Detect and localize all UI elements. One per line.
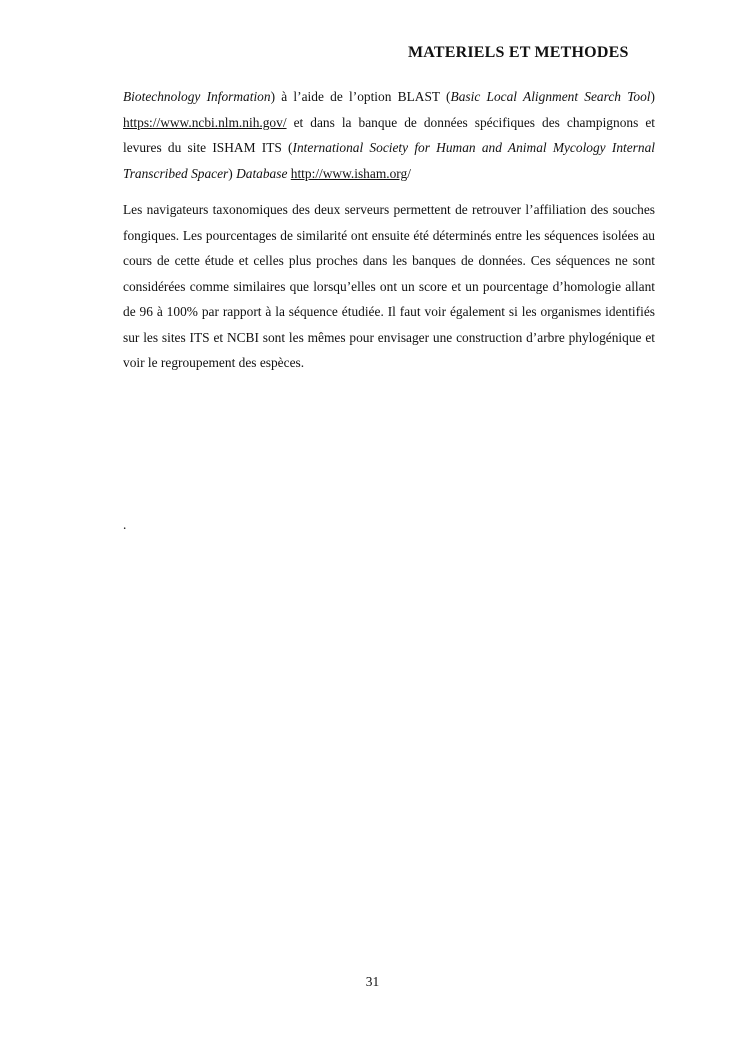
- paragraph-text: Les navigateurs taxonomiques des deux serveurs permettent de retrouver l’affiliation des souches fongiques. Les pourcentages de similarité ont ensuite été déterminés entre les séquences isolées au cours de cette étude et celles plus proches dans les banques de données. Ces séquences ne sont considérées comme similaires que lorsqu’elles ont un score et un pourcentage d’homologie allant de 96 à 100% par rapport à la séquence étudiée. Il faut voir également si les organismes identifiés sur les sites ITS et NCBI sont les mêmes pour envisager une construction d’arbre phylogénique et voir le regroupement des espèces.: [123, 202, 655, 370]
- isham-link[interactable]: http://www.isham.org: [290, 165, 408, 181]
- italic-text-isham-name: International Society for Human and Animal Mycology Internal Transcribed Spacer: [123, 140, 656, 181]
- paragraph-blast-databases: [123, 84, 655, 186]
- text-isham-database: et dans la banque de données spécifiques des champignons et levures du site ISHAM ITS (: [123, 114, 655, 155]
- italic-text-blast-name: Basic Local Alignment Search Tool: [450, 89, 651, 104]
- text-slash: /: [407, 165, 411, 181]
- text-close-paren: ): [650, 89, 656, 104]
- ncbi-link[interactable]: https://www.ncbi.nlm.nih.gov/: [123, 114, 287, 130]
- text-blast-option: ) à l’aide de l’option BLAST (: [270, 89, 451, 104]
- italic-text-biotechnology-information: Biotechnology Information: [123, 89, 271, 104]
- page-number: 31: [365, 974, 380, 989]
- section-header-title: MATERIELS ET METHODES: [408, 44, 629, 61]
- paragraph-taxonomic-navigators: [123, 197, 655, 376]
- text-close-paren-2: ): [228, 165, 237, 181]
- stray-period-mark: .: [123, 517, 127, 532]
- italic-text-database: Database: [236, 165, 288, 181]
